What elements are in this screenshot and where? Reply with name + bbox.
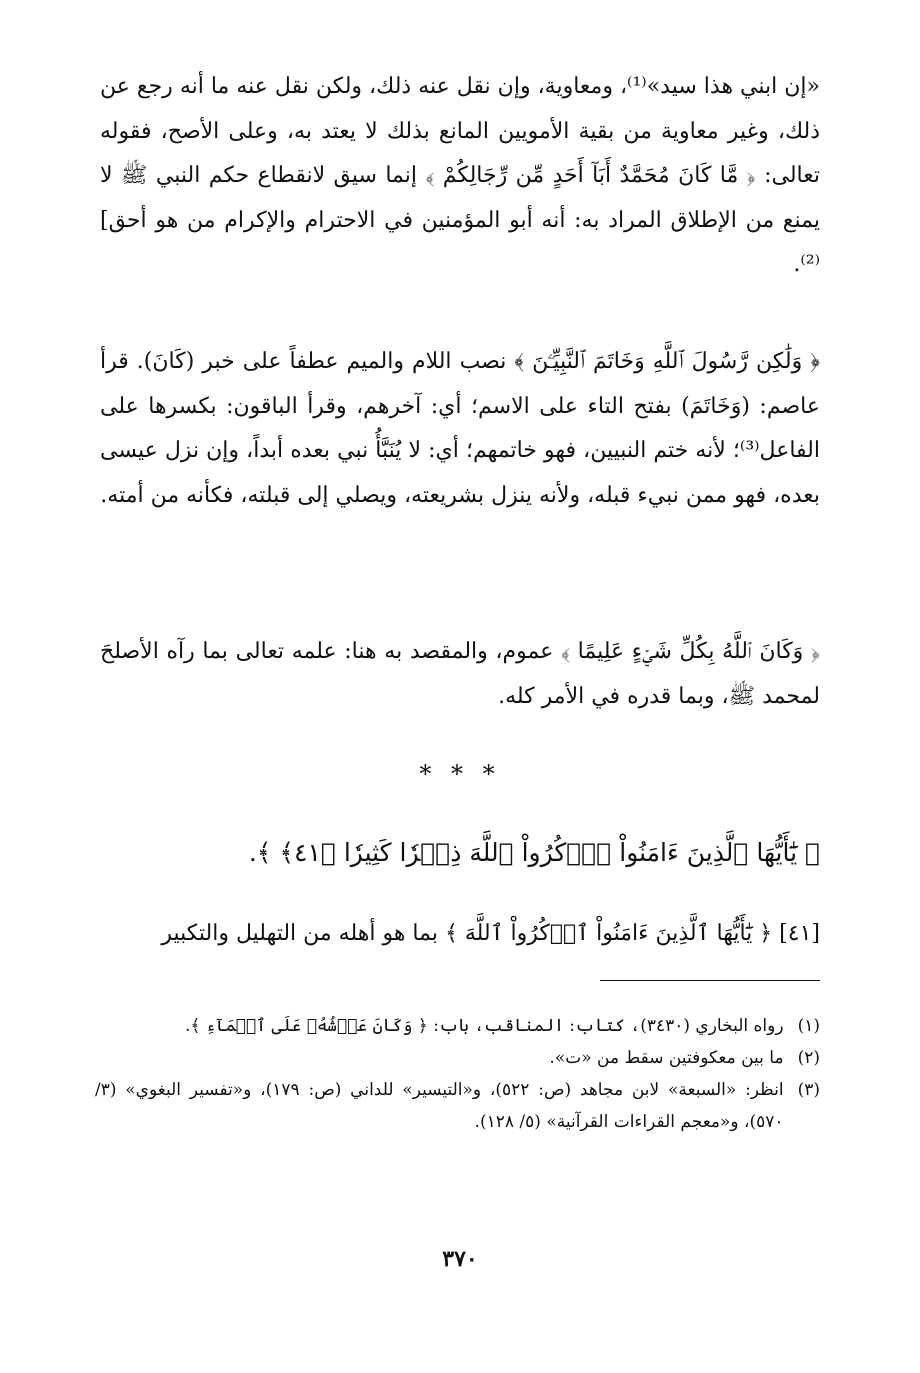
footnote xyxy=(95,1074,820,1138)
footnotes xyxy=(95,1010,820,1138)
footnote-number: (٣) xyxy=(797,1080,820,1100)
body-paragraph: ﴿ وَكَانَ ٱللَّهُ بِكُلِّ شَيۡءٍ عَلِيمًا ﴾ عموم، والمقصد به هنا: علمه تعالى بما رآه الأصلحَ لمحمد ﷺ، وبما قدره في الأمر كله. xyxy=(100,639,821,709)
footnote xyxy=(95,1042,820,1074)
page-number: ٣٧٠ xyxy=(442,1246,478,1272)
body-paragraph: [٤١] ﴿ يَٰٓأَيُّهَا ٱلَّذِينَ ءَامَنُواْ ٱذۡكُرُواْ ٱللَّهَ ﴾ بما هو أهله من التهليل والتكبير xyxy=(161,921,820,946)
footnote-text: رواه البخاري (٣٤٣٠)، كتاب: المناقب، باب: ﴿ وَكَانَ عَرۡشُهُۥ عَلَى ٱلۡمَآءِ ﴾. xyxy=(185,1016,784,1036)
body-paragraph: «إن ابني هذا سيد»⁽¹⁾، ومعاوية، وإن نقل عنه ذلك، ولكن نقل عنه ما أنه رجع عن ذلك، وغير معاوية من بقية الأمويين المانع بذلك لا يعتد به، وعلى الأصح، فقوله تعالى: ﴿ مَّا كَانَ مُحَمَّدٌ أَبَآ أَحَدٍ مِّن رِّجَالِكُمْ ﴾ إنما سيق لانقطاع حكم النبي ﷺ لا يمنع من الإطلاق المراد به: أنه أبو المؤمنين في الاحترام والإكرام من هو أحق]⁽²⁾. xyxy=(100,74,820,277)
footnote-text: ما بين معكوفتين سقط من «ت». xyxy=(549,1048,784,1068)
body-paragraph: ﴿ وَلَٰكِن رَّسُولَ ٱللَّهِ وَخَاتَمَ ٱلنَّبِيِّـۧنَ ﴾ نصب اللام والميم عطفاً على خبر (كَانَ). قرأ عاصم: (وَخَاتَمَ) بفتح التاء على الاسم؛ أي: آخرهم، وقرأ الباقون: بكسرها على الفاعل⁽³⁾؛ لأنه ختم النبيين، فهو خاتمهم؛ أي: لا يُنَبَّأُ نبي بعده أبداً، وإن نزل عيسى بعده، فهو ممن نبيء قبله، ولأنه ينزل بشريعته، ويصلي إلى قبلته، فكأنه من أمته. xyxy=(100,349,820,508)
verse-heading: ﴿ يَٰٓأَيُّهَا ٱلَّذِينَ ءَامَنُواْ ٱذۡكُرُواْ ٱللَّهَ ذِكۡرٗا كَثِيرٗا ﴿٤١﴾ ﴾. xyxy=(248,838,820,867)
section-separator: * * * xyxy=(419,760,501,788)
footnote-text: انظر: «السبعة» لابن مجاهد (ص: ٥٢٢)، و«التيسير» للداني (ص: ١٧٩)، و«تفسير البغوي» (٣/ ٥٧٠)، و«معجم القراءات القرآنية» (٥/ ١٢٨). xyxy=(95,1080,784,1132)
footnote-number: (٢) xyxy=(797,1048,820,1068)
footnote-number: (١) xyxy=(797,1016,820,1036)
footnote xyxy=(95,1010,820,1042)
footnote-divider xyxy=(600,980,820,981)
